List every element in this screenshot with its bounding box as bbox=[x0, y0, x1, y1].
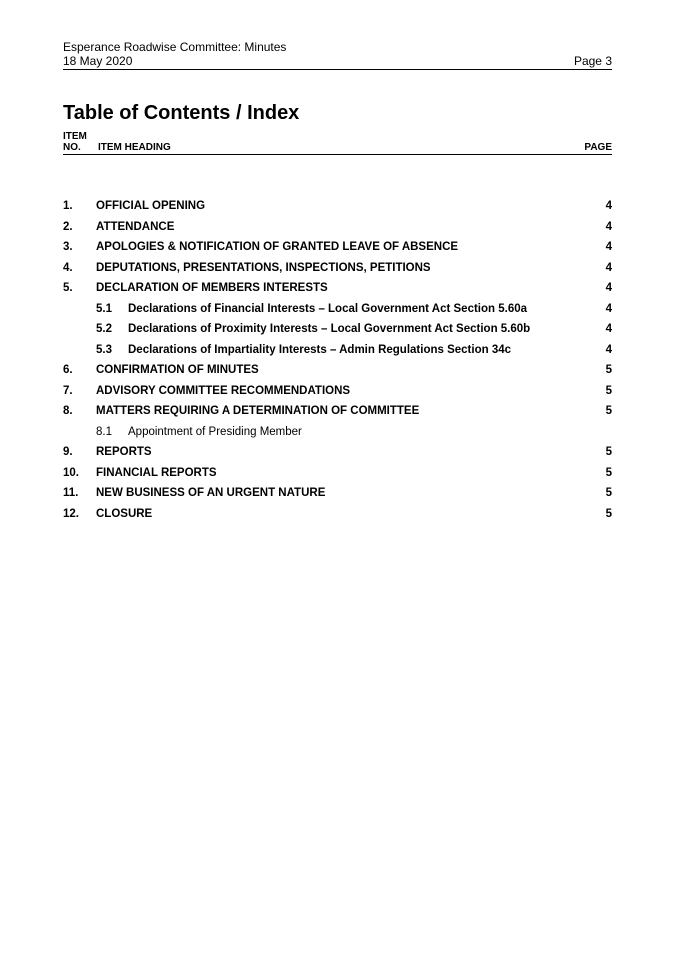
toc-item-number: 12. bbox=[63, 507, 79, 520]
toc-page-number: 4 bbox=[605, 323, 612, 336]
toc-page-number: 5 bbox=[605, 487, 612, 500]
toc-subitem-number: 8.1 bbox=[96, 425, 112, 438]
toc-entry bbox=[63, 442, 612, 463]
item-heading-column-header: ITEM HEADING bbox=[98, 142, 171, 153]
toc-item-heading: Appointment of Presiding Member bbox=[128, 425, 302, 438]
toc-item-heading: FINANCIAL REPORTS bbox=[96, 466, 217, 479]
toc-entry bbox=[63, 422, 612, 443]
toc-entry bbox=[63, 258, 612, 279]
toc-page-number: 5 bbox=[605, 466, 612, 479]
toc-title: Table of Contents / Index bbox=[63, 102, 300, 124]
toc-item-number: 7. bbox=[63, 384, 73, 397]
toc-item-heading: CONFIRMATION OF MINUTES bbox=[96, 364, 259, 377]
toc-item-number: 1. bbox=[63, 200, 73, 213]
toc-entry bbox=[63, 401, 612, 422]
toc-item-heading: CLOSURE bbox=[96, 507, 153, 520]
toc-item-heading: OFFICIAL OPENING bbox=[96, 200, 206, 213]
toc-column-headers bbox=[63, 131, 612, 155]
toc-page-number: 4 bbox=[605, 200, 612, 213]
toc-item-number: 11. bbox=[63, 487, 79, 500]
toc-entry bbox=[63, 360, 612, 381]
toc-item-number: 2. bbox=[63, 220, 73, 233]
toc-subitem-number: 5.1 bbox=[96, 302, 112, 315]
toc-page-number: 5 bbox=[605, 384, 612, 397]
toc-page-number: 5 bbox=[605, 405, 612, 418]
toc-item-number: 8. bbox=[63, 405, 73, 418]
meeting-date: 18 May 2020 bbox=[63, 54, 133, 68]
toc-page-number: 4 bbox=[605, 282, 612, 295]
toc-entry bbox=[63, 340, 612, 361]
toc-item-heading: APOLOGIES & NOTIFICATION OF GRANTED LEAVE OF ABSENCE bbox=[96, 241, 459, 254]
document-title: Esperance Roadwise Committee: Minutes bbox=[63, 40, 287, 54]
page-number: Page 3 bbox=[573, 54, 612, 68]
toc-item-number: 3. bbox=[63, 241, 73, 254]
toc-item-heading: DEPUTATIONS, PRESENTATIONS, INSPECTIONS, PETITIONS bbox=[96, 261, 431, 274]
toc-list bbox=[63, 196, 612, 524]
toc-page-number: 4 bbox=[605, 343, 612, 356]
toc-item-number: 4. bbox=[63, 261, 73, 274]
toc-entry bbox=[63, 504, 612, 525]
toc-page-number: 4 bbox=[605, 220, 612, 233]
toc-item-heading: REPORTS bbox=[96, 446, 152, 459]
toc-item-heading: ADVISORY COMMITTEE RECOMMENDATIONS bbox=[96, 384, 351, 397]
toc-item-number: 9. bbox=[63, 446, 73, 459]
toc-entry bbox=[63, 381, 612, 402]
toc-item-heading: ATTENDANCE bbox=[96, 220, 175, 233]
toc-entry bbox=[63, 463, 612, 484]
toc-entry bbox=[63, 217, 612, 238]
toc-entry bbox=[63, 483, 612, 504]
toc-subitem-number: 5.3 bbox=[96, 343, 112, 356]
toc-entry bbox=[63, 278, 612, 299]
toc-page-number: 4 bbox=[605, 241, 612, 254]
toc-page-number: 4 bbox=[605, 261, 612, 274]
toc-entry bbox=[63, 299, 612, 320]
toc-item-heading: Declarations of Impartiality Interests – Admin Regulations Section 34c bbox=[128, 343, 512, 356]
toc-item-heading: Declarations of Proximity Interests – Local Government Act Section 5.60b bbox=[128, 323, 531, 336]
toc-entry bbox=[63, 237, 612, 258]
no-label: NO. bbox=[63, 142, 81, 153]
toc-page-number: 4 bbox=[605, 302, 612, 315]
toc-item-heading: NEW BUSINESS OF AN URGENT NATURE bbox=[96, 487, 326, 500]
toc-page-number: 5 bbox=[605, 446, 612, 459]
item-no-column-header bbox=[63, 131, 98, 153]
page-header bbox=[63, 40, 612, 70]
toc-entry bbox=[63, 196, 612, 217]
toc-subitem-number: 5.2 bbox=[96, 323, 112, 336]
toc-item-number: 10. bbox=[63, 466, 79, 479]
toc-page-number: 5 bbox=[605, 507, 612, 520]
toc-item-heading: DECLARATION OF MEMBERS INTERESTS bbox=[96, 282, 328, 295]
toc-entry bbox=[63, 319, 612, 340]
toc-item-number: 5. bbox=[63, 282, 73, 295]
page-column-header: PAGE bbox=[584, 142, 612, 153]
toc-item-heading: MATTERS REQUIRING A DETERMINATION OF COMMITTEE bbox=[96, 405, 420, 418]
toc-item-number: 6. bbox=[63, 364, 73, 377]
item-label: ITEM bbox=[63, 131, 87, 142]
toc-item-heading: Declarations of Financial Interests – Local Government Act Section 5.60a bbox=[128, 302, 528, 315]
toc-page-number: 5 bbox=[605, 364, 612, 377]
